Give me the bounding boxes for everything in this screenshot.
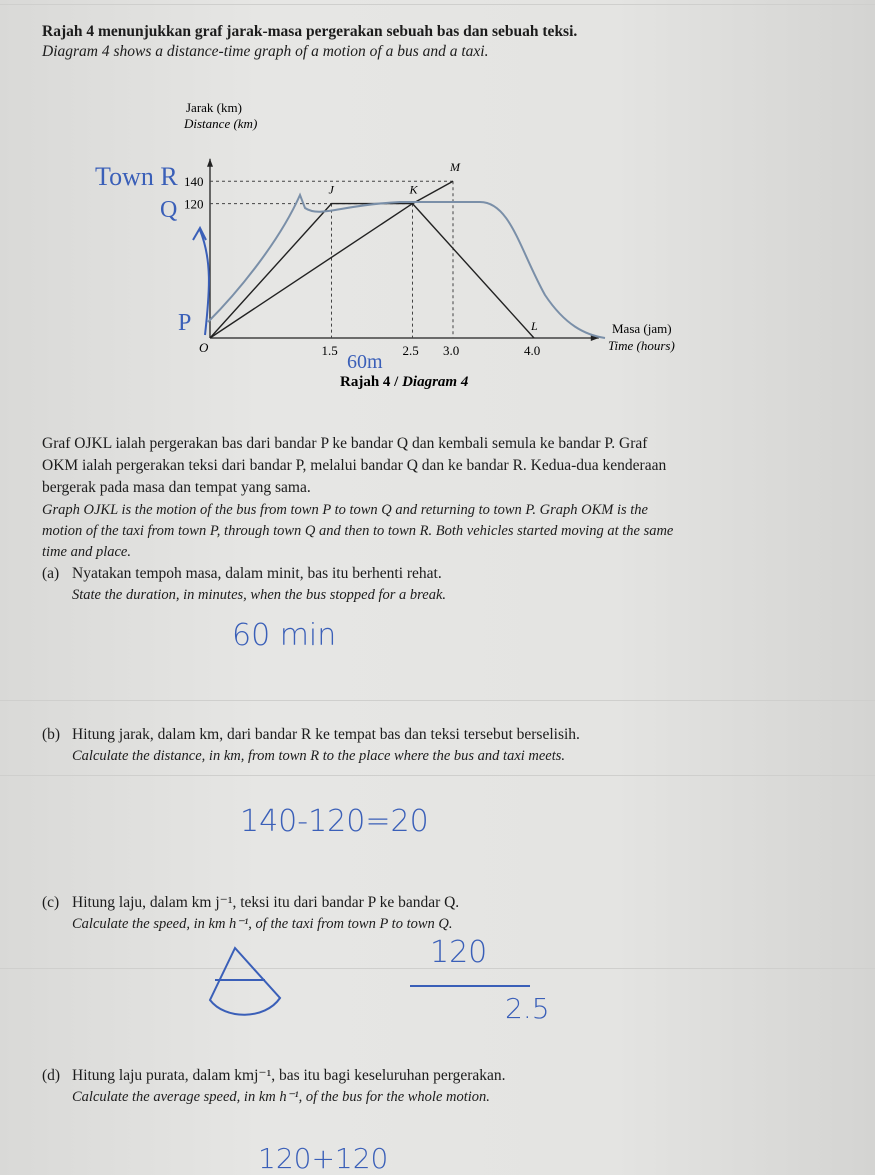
y-tick-label: 140 [184,174,204,190]
question-d-label: (d) [42,1067,61,1084]
bus-line [210,204,534,338]
paragraph-en-2: motion of the taxi from town P, through town Q and then to town R. Both vehicles started moving at the same [42,523,674,539]
handwritten-triangle-sketch [195,940,285,1030]
question-b-ms: Hitung jarak, dalam km, dari bandar R ke tempat bas dan teksi tersebut berselisih. [72,726,580,743]
question-a-ms: Nyatakan tempoh masa, dalam minit, bas itu berhenti rehat. [72,565,442,582]
handwritten-arrow [193,228,209,335]
question-b-label: (b) [42,726,61,743]
x-tick-label: 3.0 [443,343,460,358]
question-a-en: State the duration, in minutes, when the bus stopped for a break. [72,587,447,603]
x-label-en: Time (hours) [608,338,675,353]
x-tick-label: 2.5 [402,343,419,358]
question-b-en: Calculate the distance, in km, from town R to the place where the bus and taxi meets. [72,748,566,764]
handwritten-town-r: Town R [95,162,178,191]
y-axis-arrow [207,159,213,167]
question-d-en: Calculate the average speed, in km h⁻¹, of the bus for the whole motion. [72,1089,490,1105]
question-c-label: (c) [42,894,60,911]
question-a-label: (a) [42,565,60,582]
point-label-l: L [531,319,538,333]
x-tick-label: 4.0 [524,343,541,358]
question-d-ms: Hitung laju purata, dalam kmj⁻¹, bas itu bagi keseluruhan pergerakan. [72,1067,506,1084]
intro-ms: Rajah 4 menunjukkan graf jarak-masa pergerakan sebuah bas dan sebuah teksi. [42,23,578,40]
point-label-m: M [450,160,460,175]
answer-d: 120+120 [258,1142,389,1175]
intro-en: Diagram 4 shows a distance-time graph of a motion of a bus and a taxi. [42,43,489,60]
diagram-caption: Rajah 4 / Diagram 4 [340,374,469,390]
question-c-ms: Hitung laju, dalam km j⁻¹, teksi itu dari bandar P ke bandar Q. [72,894,460,911]
handwritten-curve [208,195,605,338]
origin-label: O [199,340,209,355]
paragraph-ms-1: Graf OJKL ialah pergerakan bas dari bandar P ke bandar Q dan kembali semula ke bandar P. Graf [42,435,648,452]
paragraph-en-3: time and place. [42,544,131,560]
answer-c-denominator: 2.5 [505,992,550,1025]
paragraph-ms-3: bergerak pada masa dan tempat yang sama. [42,479,311,496]
point-label-k: K [409,182,418,197]
handwritten-60m: 60m [347,351,383,373]
y-label-en: Distance (km) [184,116,258,131]
paragraph-en-1: Graph OJKL is the motion of the bus from town P to town Q and returning to town P. Graph OKM is the [42,502,648,518]
answer-c-numerator: 120 [430,935,488,970]
x-label-ms: Masa (jam) [612,321,672,336]
fraction-bar [410,985,530,987]
handwritten-p: P [178,310,192,336]
point-label-j: J [328,182,334,197]
distance-time-graph [0,90,875,400]
handwritten-q: Q [160,197,178,223]
answer-b: 140-120=20 [240,804,429,839]
paragraph-ms-2: OKM ialah pergerakan teksi dari bandar P, melalui bandar Q dan ke bandar R. Kedua-dua kenderaan [42,457,667,474]
y-label-ms: Jarak (km) [186,100,242,115]
y-tick-label: 120 [184,196,204,212]
x-tick-label: 1.5 [321,343,338,358]
question-c-en: Calculate the speed, in km h⁻¹, of the taxi from town P to town Q. [72,916,453,932]
answer-a: 60 min [232,618,337,653]
